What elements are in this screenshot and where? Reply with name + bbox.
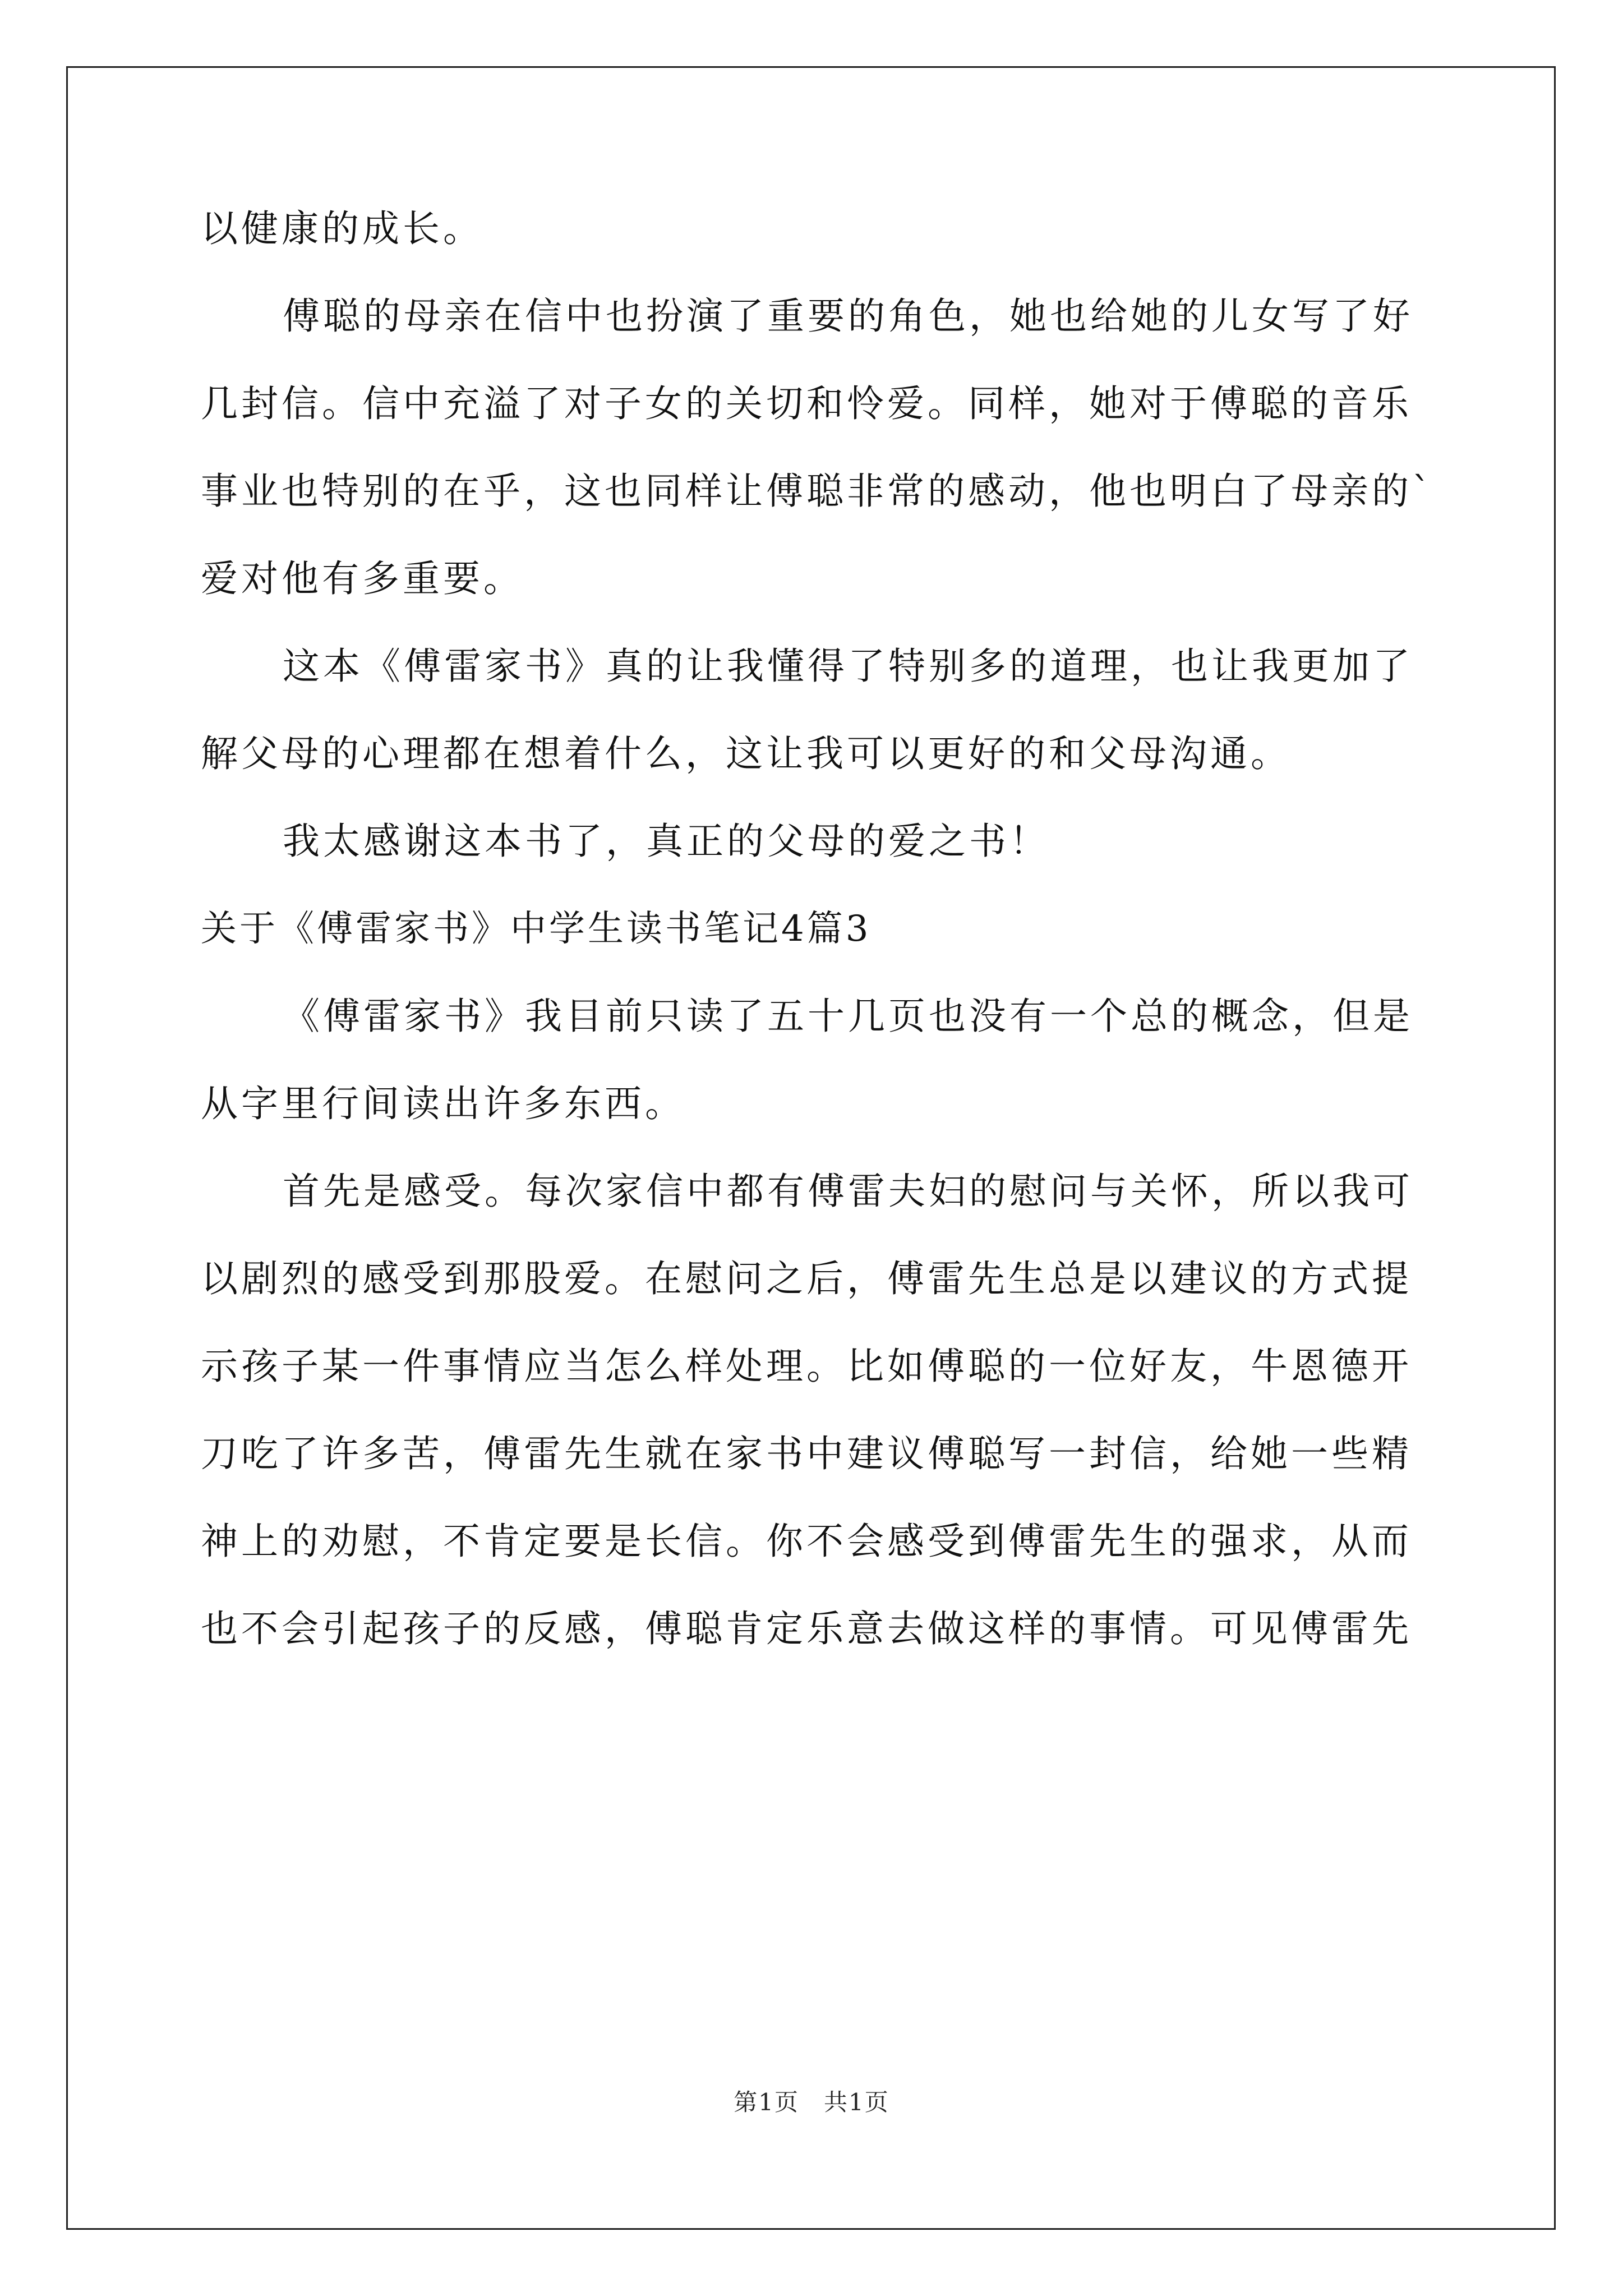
paragraph-line: 神上的劝慰，不肯定要是长信。你不会感受到傅雷先生的强求，从而 [201,1520,1412,1563]
paragraph-line: 示孩子某一件事情应当怎么样处理。比如傅聪的一位好友，牛恩德开 [201,1345,1412,1388]
paragraph-line: 事业也特别的在乎，这也同样让傅聪非常的感动，他也明白了母亲的` [201,470,1434,513]
section-heading: 关于《傅雷家书》中学生读书笔记4篇3 [201,908,872,950]
paragraph-line: 傅聪的母亲在信中也扮演了重要的角色，她也给她的儿女写了好 [283,295,1413,338]
paragraph-line: 这本《傅雷家书》真的让我懂得了特别多的道理，也让我更加了 [283,645,1413,688]
paragraph-line: 首先是感受。每次家信中都有傅雷夫妇的慰问与关怀，所以我可 [283,1170,1413,1213]
document-body [201,185,1435,1673]
paragraph-line: 以健康的成长。 [201,207,483,250]
paragraph-line: 以剧烈的感受到那股爱。在慰问之后，傅雷先生总是以建议的方式提 [201,1257,1412,1300]
paragraph-line: 《傅雷家书》我目前只读了五十几页也没有一个总的概念，但是 [283,995,1413,1038]
page-footer: 第1页 共1页 [734,2088,889,2116]
paragraph-line: 解父母的心理都在想着什么，这让我可以更好的和父母沟通。 [201,732,1291,775]
paragraph-line: 我太感谢这本书了，真正的父母的爱之书！ [283,820,1050,863]
paragraph-line: 也不会引起孩子的反感，傅聪肯定乐意去做这样的事情。可见傅雷先 [201,1607,1412,1650]
paragraph-line: 从字里行间读出许多东西。 [201,1082,685,1125]
paragraph-line: 爱对他有多重要。 [201,557,524,600]
paragraph-line: 刀吃了许多苦，傅雷先生就在家书中建议傅聪写一封信，给她一些精 [201,1432,1412,1475]
paragraph-line: 几封信。信中充溢了对子女的关切和怜爱。同样，她对于傅聪的音乐 [201,382,1412,425]
